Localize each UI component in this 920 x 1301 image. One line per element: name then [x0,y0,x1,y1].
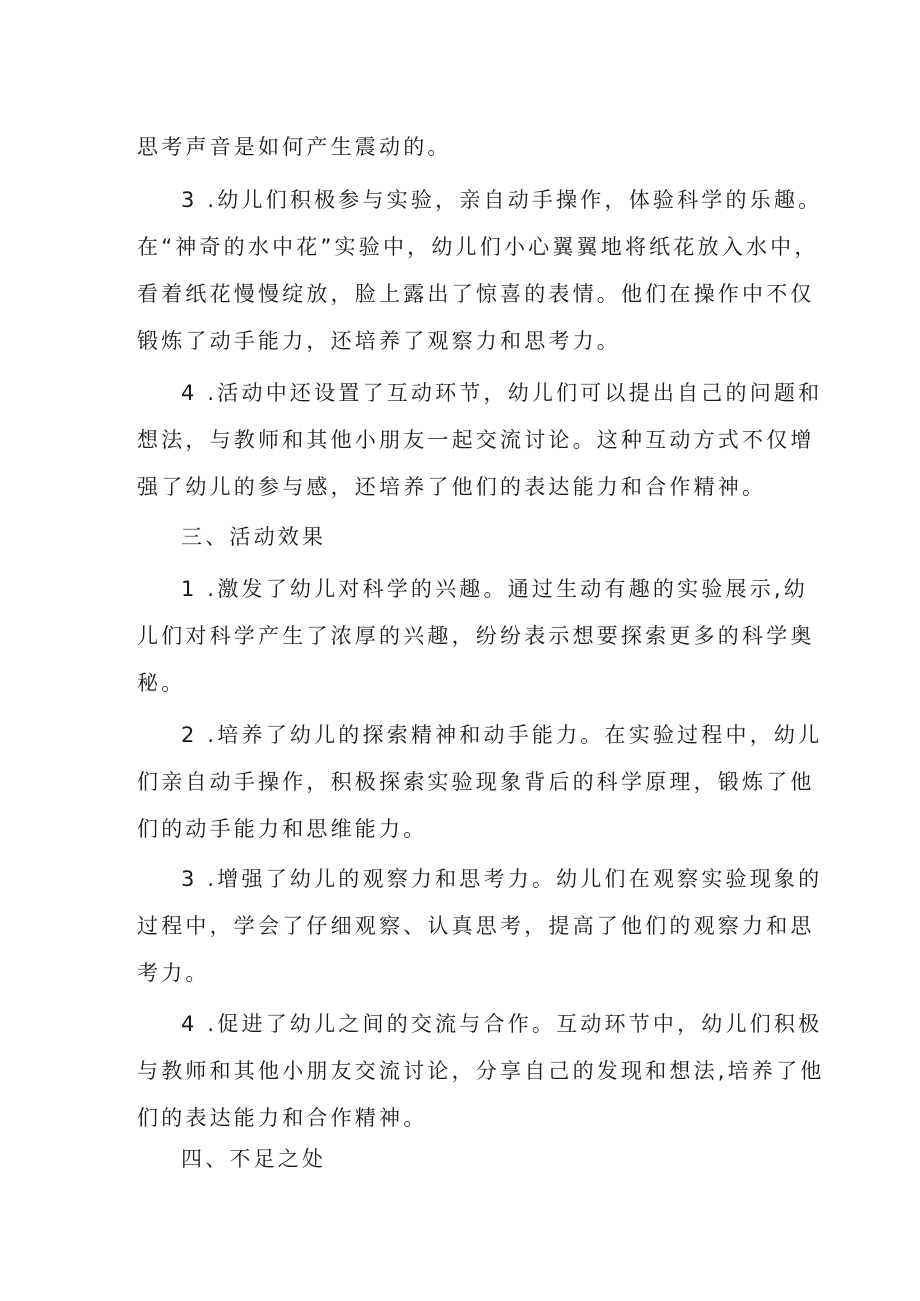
text-line: 3 .幼儿们积极参与实验，亲自动手操作，体验科学的乐趣。 [181,188,823,212]
text-line: 儿们对科学产生了浓厚的兴趣，纷纷表示想要探索更多的科学奥 [137,624,815,648]
effect-item-1 [137,566,815,707]
text-line: 们亲自动手操作，积极探索实验现象背后的科学原理，锻炼了他 [137,770,815,794]
text-line: 们的动手能力和思维能力。 [137,817,428,841]
text-line: 2 .培养了幼儿的探索精神和动手能力。在实验过程中，幼儿 [181,723,823,747]
text-line: 们的表达能力和合作精神。 [137,1106,428,1130]
text-line: 4 .活动中还设置了互动环节，幼儿们可以提出自己的问题和 [181,381,823,405]
effect-item-4 [137,1001,825,1142]
text-line: 强了幼儿的参与感，还培养了他们的表达能力和合作精神。 [137,475,767,499]
section-heading-4 [137,1136,793,1183]
continued-paragraph [137,124,793,171]
text-line: 1 .激发了幼儿对科学的兴趣。通过生动有趣的实验展示,幼 [181,577,808,601]
text-line: 与教师和其他小朋友交流讨论，分享自己的发现和想法,培养了他 [137,1059,825,1083]
text-line: 看着纸花慢慢绽放，脸上露出了惊喜的表情。他们在操作中不仅 [137,282,815,306]
text-line: 秘。 [137,671,186,695]
section-heading-3 [137,514,793,561]
list-item-3 [137,177,823,365]
text-line: 想法，与教师和其他小朋友一起交流讨论。这种互动方式不仅增 [137,428,815,452]
text-line: 3 .增强了幼儿的观察力和思考力。幼儿们在观察实验现象的 [181,867,823,891]
text-line: 考力。 [137,961,210,985]
heading-text: 四、不足之处 [181,1147,327,1171]
heading-text: 三、活动效果 [181,525,327,549]
text-line: 锻炼了动手能力，还培养了观察力和思考力。 [137,329,621,353]
text-line: 思考声音是如何产生震动的。 [137,135,452,159]
effect-item-3 [137,856,823,997]
effect-item-2 [137,712,823,853]
text-line: 过程中，学会了仔细观察、认真思考，提高了他们的观察力和思 [137,914,815,938]
text-line: 4 .促进了幼儿之间的交流与合作。互动环节中，幼儿们积极 [181,1012,823,1036]
text-line: 在“神奇的水中花”实验中，幼儿们小心翼翼地将纸花放入水中， [137,235,819,259]
list-item-4 [137,370,823,511]
